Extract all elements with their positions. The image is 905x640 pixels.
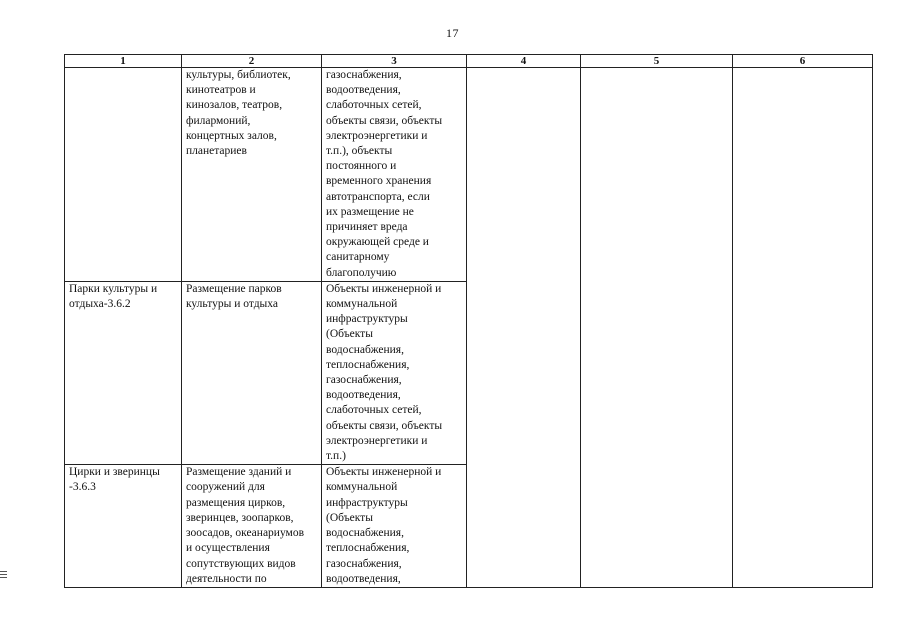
column-header-2: 2 (182, 55, 322, 68)
column-header-4: 4 (467, 55, 581, 68)
table-row (65, 68, 873, 282)
column-header-1: 1 (65, 55, 182, 68)
column-header-5: 5 (581, 55, 733, 68)
cell-auxiliary-objects (322, 281, 467, 464)
document-table (64, 54, 873, 588)
cell-text: газоснабжения, водоотведения, слаботочных сетей, объекты связи, объекты электроэнергетики и т.п.), объекты постоянного и временного хранения автотранспорта, если их размещение не причиняет вреда окружающей среде и санитарному благополучию (326, 69, 443, 279)
cell-text: Размещение парков культуры и отдыха (186, 282, 282, 311)
cell-text: Объекты инженерной и коммунальной инфраструктуры (Объекты водоснабжения, теплоснабжения, газоснабжения, водоотведения, слаботочных сетей, объекты связи, объекты электроэнергетики и т.п.) (326, 282, 443, 463)
cell-text: культуры, библиотек, кинотеатров и кинозалов, театров, филармоний, концертных залов, планетариев (186, 69, 291, 158)
cell-use-name (65, 465, 182, 588)
cell-auxiliary-objects (322, 68, 467, 282)
cell-text: Парки культуры и отдыха-3.6.2 (69, 282, 158, 311)
column-header-6: 6 (733, 55, 873, 68)
table-header-row (65, 55, 873, 68)
cell-use-description (182, 68, 322, 282)
cell-text: Цирки и зверинцы -3.6.3 (69, 466, 160, 494)
cell-use-name (65, 281, 182, 464)
cell-use-name (65, 68, 182, 282)
cell-text: Размещение зданий и сооружений для размещения цирков, зверинцев, зоопарков, зоосадов, океанариумов и осуществления сопутствующих видов деятельности по (186, 466, 305, 585)
cell-column-6 (733, 68, 873, 588)
cell-column-4 (467, 68, 581, 588)
margin-tick-mark (0, 571, 7, 580)
page-number: 17 (446, 26, 459, 40)
cell-auxiliary-objects (322, 465, 467, 588)
cell-use-description (182, 465, 322, 588)
column-header-3: 3 (322, 55, 467, 68)
cell-column-5 (581, 68, 733, 588)
cell-use-description (182, 281, 322, 464)
cell-text: Объекты инженерной и коммунальной инфраструктуры (Объекты водоснабжения, теплоснабжения, газоснабжения, водоотведения, (326, 466, 442, 585)
